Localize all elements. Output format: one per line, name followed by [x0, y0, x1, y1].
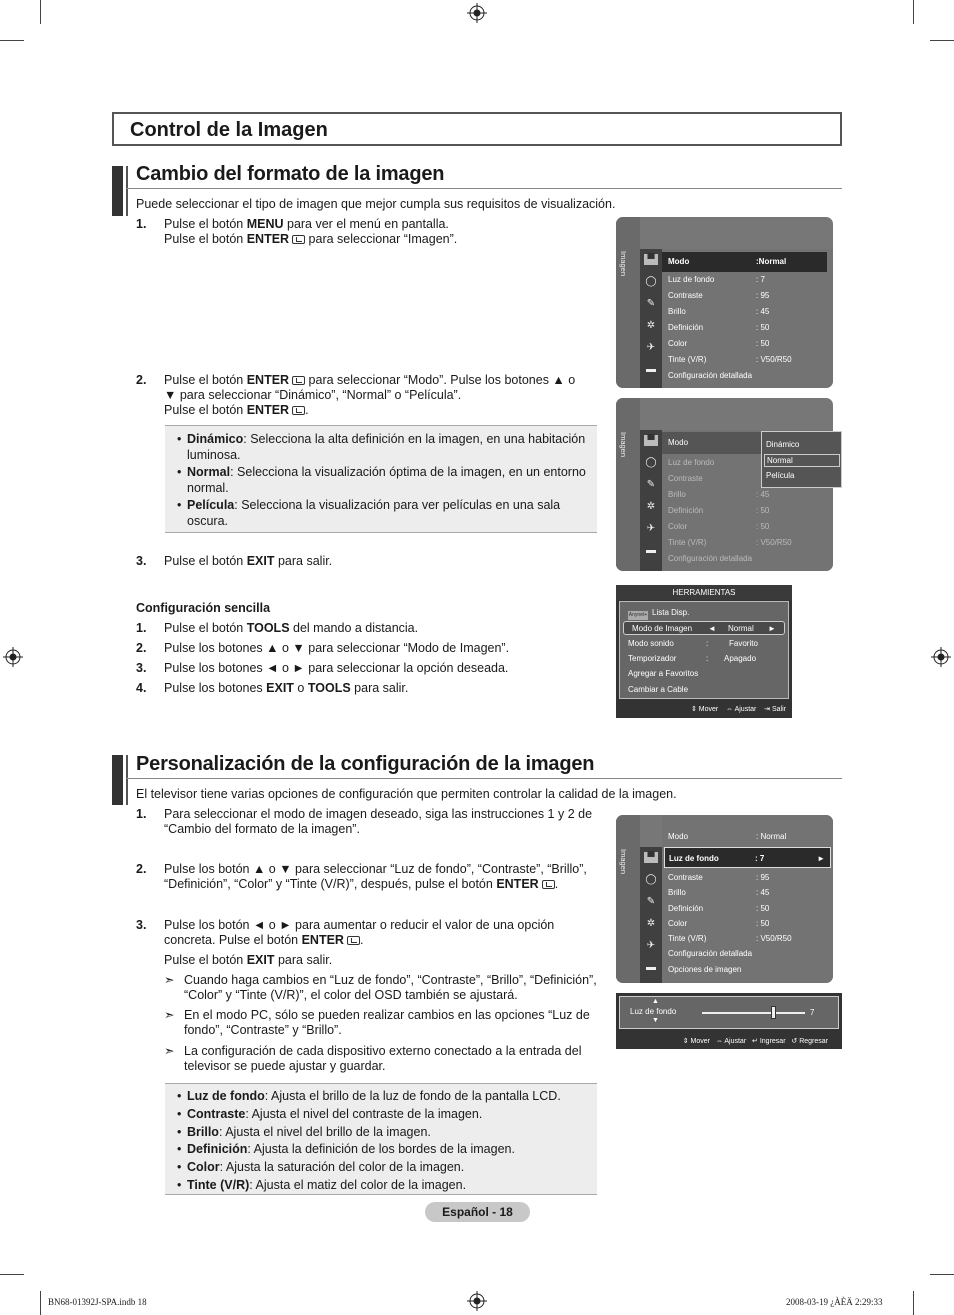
list-item: • Contraste: Ajusta el nivel del contraste de la imagen. — [173, 1106, 589, 1124]
section-title: Cambio del formato de la imagen — [136, 163, 445, 185]
osd-row[interactable]: Color : 50 — [668, 522, 770, 531]
osd-row[interactable]: Brillo : 45 — [668, 490, 770, 499]
osd-row[interactable]: Color : 50 — [668, 919, 770, 928]
section-rule — [126, 778, 842, 779]
step-number: 3. — [136, 918, 147, 932]
osd-row[interactable]: Definición : 50 — [668, 506, 770, 515]
step-text: Pulse los botón ◄ o ► para aumentar o reducir el valor de una opción concreta. Pulse el botón ENTER . — [164, 918, 555, 947]
setup-icon: ✲ — [646, 320, 656, 331]
osd-row[interactable]: Luz de fondo : 7 — [668, 275, 765, 284]
dropdown-option[interactable]: Dinámico — [766, 440, 800, 449]
sound-icon: ◯ — [645, 276, 657, 287]
section-rule — [126, 188, 842, 189]
slider-thumb[interactable] — [771, 1006, 776, 1019]
intro-text: Puede seleccionar el tipo de imagen que mejor cumpla sus requisitos de visualización. — [136, 197, 616, 211]
osd-row[interactable]: Contraste : 95 — [668, 291, 770, 300]
section-bar — [112, 755, 126, 805]
step-number: 2. — [136, 862, 147, 876]
tools-footer: ⇕ Mover ⇔ Ajustar ⇥ Salir — [690, 706, 786, 713]
picture-icon: ▀ — [644, 254, 658, 265]
registration-mark-icon — [931, 647, 951, 667]
sound-icon: ◯ — [645, 874, 657, 885]
crop-mark — [930, 1274, 954, 1275]
crop-mark — [913, 0, 914, 24]
osd-row[interactable]: Modo — [662, 432, 827, 454]
crop-mark — [0, 40, 24, 41]
page-number: Español - 18 — [425, 1202, 530, 1222]
step-text: Pulse el botón EXIT para salir. — [164, 953, 333, 967]
subheading: Configuración sencilla — [136, 601, 271, 615]
enter-icon — [542, 880, 555, 889]
sound-icon: ◯ — [645, 457, 657, 468]
input-icon: ✈ — [646, 940, 656, 951]
step-number: 2. — [136, 641, 147, 655]
step-text: Pulse los botones ◄ o ► para seleccionar la opción deseada. — [164, 661, 509, 675]
note-icon: ➣ — [164, 1044, 175, 1058]
section-title: Personalización de la configuración de la imagen — [136, 753, 595, 775]
osd-side-label: Imagen — [619, 849, 628, 875]
step-text: Pulse el botón ENTER para seleccionar “Modo”. Pulse los botones ▲ o ▼ para seleccionar “Dinámico”, “Normal” o “Película”. Pulse el botón ENTER . — [164, 373, 576, 417]
return-icon: ↺ — [791, 1038, 798, 1045]
tools-menu — [616, 585, 792, 718]
step-text: Pulse los botones EXIT o TOOLS para salir. — [164, 681, 409, 695]
adjust-icon: ⇔ — [726, 706, 734, 713]
tools-row[interactable]: Agregar a Favoritos — [628, 669, 699, 678]
print-date: 2008-03-19 ¿ÀÈÄ 2:29:33 — [786, 1297, 883, 1307]
file-info: BN68-01392J-SPA.indb 18 — [48, 1297, 147, 1307]
setup-icon: ✲ — [646, 918, 656, 929]
note-icon: ➣ — [164, 973, 175, 987]
list-item: • Luz de fondo: Ajusta el brillo de la luz de fondo de la pantalla LCD. — [173, 1088, 589, 1106]
osd-row[interactable]: Modo : Normal — [668, 832, 787, 841]
step-number: 1. — [136, 807, 147, 821]
input-icon: ✈ — [646, 342, 656, 353]
registration-mark-icon — [467, 3, 487, 23]
input-icon: ✈ — [646, 523, 656, 534]
step-text: Pulse los botones ▲ o ▼ para seleccionar “Modo de Imagen”. — [164, 641, 510, 655]
application-icon: ▬ — [646, 364, 656, 375]
osd-row[interactable]: Opciones de imagen — [668, 965, 742, 974]
up-arrow-icon: ▲ — [652, 998, 659, 1005]
osd-picture-menu — [616, 217, 833, 388]
osd-row[interactable]: Tinte (V/R) : V50/R50 — [668, 538, 792, 547]
osd-row[interactable]: Tinte (V/R) : V50/R50 — [668, 355, 792, 364]
step-text: Para seleccionar el modo de imagen deseado, siga las instrucciones 1 y 2 de “Cambio del formato de la imagen”. — [164, 807, 593, 836]
step-text: Pulse el botón EXIT para salir. — [164, 554, 333, 568]
step-text: Pulse el botón MENU para ver el menú en pantalla. Pulse el botón ENTER para seleccionar “Imagen”. — [164, 217, 458, 246]
osd-row[interactable]: Definición : 50 — [668, 904, 770, 913]
note-text: En el modo PC, sólo se pueden realizar cambios en las opciones “Luz de fondo”, “Contraste” y “Brillo”. — [184, 1008, 590, 1037]
mode-dropdown — [761, 431, 842, 488]
step-text: Pulse los botón ▲ o ▼ para seleccionar “Luz de fondo”, “Contraste”, “Brillo”, “Definición”, “Color” y “Tinte (V/R)”, después, pulse el botón ENTER . — [164, 862, 587, 891]
note-text: Cuando haga cambios en “Luz de fondo”, “Contraste”, “Brillo”, “Definición”, “Color” y “Tinte (V/R)”, el color del OSD también se ajustará. — [184, 973, 597, 1002]
adjust-icon: ⇔ — [715, 1038, 723, 1045]
step-number: 2. — [136, 373, 147, 387]
backlight-slider-panel — [616, 993, 842, 1049]
enter-icon — [292, 235, 305, 244]
osd-row[interactable]: Contraste : 95 — [668, 873, 770, 882]
list-item: • Color: Ajusta la saturación del color de la imagen. — [173, 1159, 589, 1177]
step-number: 4. — [136, 681, 147, 695]
exit-icon: ⇥ — [764, 706, 771, 713]
mode-options-box — [165, 425, 597, 533]
osd-picture-settings — [616, 815, 833, 983]
tools-row[interactable]: Temporizador : Apagado — [628, 654, 757, 663]
channel-icon: ✎ — [646, 479, 656, 490]
intro-text: El televisor tiene varias opciones de configuración que permiten controlar la calidad de la imagen. — [136, 787, 677, 801]
step-number: 1. — [136, 217, 147, 231]
settings-box — [165, 1083, 597, 1195]
tools-row[interactable]: Anynet+ Lista Disp. — [628, 608, 690, 618]
tools-row[interactable]: Cambiar a Cable — [628, 685, 689, 694]
osd-row[interactable]: Configuración detallada — [668, 371, 753, 380]
slider-footer: ⇕ Mover ⇔ Ajustar ↵ Ingresar ↺ Regresar — [682, 1038, 828, 1045]
page-title: Control de la Imagen — [112, 112, 842, 146]
osd-row[interactable]: Configuración detallada — [668, 949, 753, 958]
enter-icon — [347, 936, 360, 945]
crop-mark — [40, 1291, 41, 1315]
section-bar — [112, 166, 126, 216]
osd-row[interactable]: Tinte (V/R) : V50/R50 — [668, 934, 792, 943]
enter-icon — [292, 376, 305, 385]
note-text: La configuración de cada dispositivo externo conectado a la entrada del televisor se puede ajustar y guardar. — [184, 1044, 582, 1073]
osd-row[interactable]: Contraste — [668, 474, 703, 483]
osd-row[interactable]: Brillo : 45 — [668, 888, 770, 897]
step-text: Pulse el botón TOOLS del mando a distancia. — [164, 621, 419, 635]
step-number: 1. — [136, 621, 147, 635]
enter-icon — [292, 406, 305, 415]
setup-icon: ✲ — [646, 501, 656, 512]
enter-icon: ↵ — [752, 1038, 758, 1045]
list-item: • Película: Selecciona la visualización para ver películas en una sala oscura. — [173, 498, 589, 529]
osd-row-selected[interactable]: Luz de fondo : 7 ► — [664, 847, 831, 868]
list-item: • Tinte (V/R): Ajusta el matiz del color de la imagen. — [173, 1177, 589, 1195]
crop-mark — [930, 40, 954, 41]
list-item: • Normal: Selecciona la visualización óptima de la imagen, en un entorno normal. — [173, 465, 589, 496]
list-item: • Dinámico: Selecciona la alta definición en la imagen, en una habitación luminosa. — [173, 432, 589, 463]
application-icon: ▬ — [646, 545, 656, 556]
move-icon: ⇕ — [682, 1038, 689, 1045]
registration-mark-icon — [3, 647, 23, 667]
list-item: • Brillo: Ajusta el nivel del brillo de la imagen. — [173, 1124, 589, 1142]
slider-track[interactable] — [702, 1012, 805, 1014]
osd-side-label: Imagen — [619, 251, 628, 277]
application-icon: ▬ — [646, 962, 656, 973]
slider-value: 7 — [810, 1008, 815, 1017]
picture-icon: ▀ — [644, 852, 658, 863]
osd-row[interactable]: Luz de fondo — [668, 458, 715, 467]
channel-icon: ✎ — [646, 896, 656, 907]
note-icon: ➣ — [164, 1008, 175, 1022]
anynet-icon: Anynet+ — [628, 612, 648, 618]
osd-row[interactable]: Brillo : 45 — [668, 307, 770, 316]
move-icon: ⇕ — [690, 706, 697, 713]
step-number: 3. — [136, 554, 147, 568]
tools-header: HERRAMIENTAS — [616, 585, 792, 600]
dropdown-option-selected[interactable]: Normal — [764, 454, 840, 467]
dropdown-option[interactable]: Película — [766, 471, 795, 480]
down-arrow-icon: ▼ — [652, 1017, 659, 1024]
step-number: 3. — [136, 661, 147, 675]
osd-row[interactable]: Configuración detallada — [668, 554, 753, 563]
slider-label: Luz de fondo — [630, 1007, 677, 1016]
crop-mark — [0, 1274, 24, 1275]
registration-mark-icon — [467, 1291, 487, 1311]
osd-row[interactable]: Color : 50 — [668, 339, 770, 348]
osd-row[interactable]: Modo :Normal — [662, 252, 827, 272]
channel-icon: ✎ — [646, 298, 656, 309]
osd-row[interactable]: Definición : 50 — [668, 323, 770, 332]
picture-icon: ▀ — [644, 435, 658, 446]
list-item: • Definición: Ajusta la definición de los bordes de la imagen. — [173, 1141, 589, 1159]
tools-row-selected[interactable]: Modo de Imagen ◄ Normal ► — [623, 621, 785, 635]
tools-row[interactable]: Modo sonido : Favorito — [628, 639, 758, 648]
crop-mark — [40, 0, 41, 24]
crop-mark — [913, 1291, 914, 1315]
osd-side-label: Imagen — [619, 432, 628, 458]
